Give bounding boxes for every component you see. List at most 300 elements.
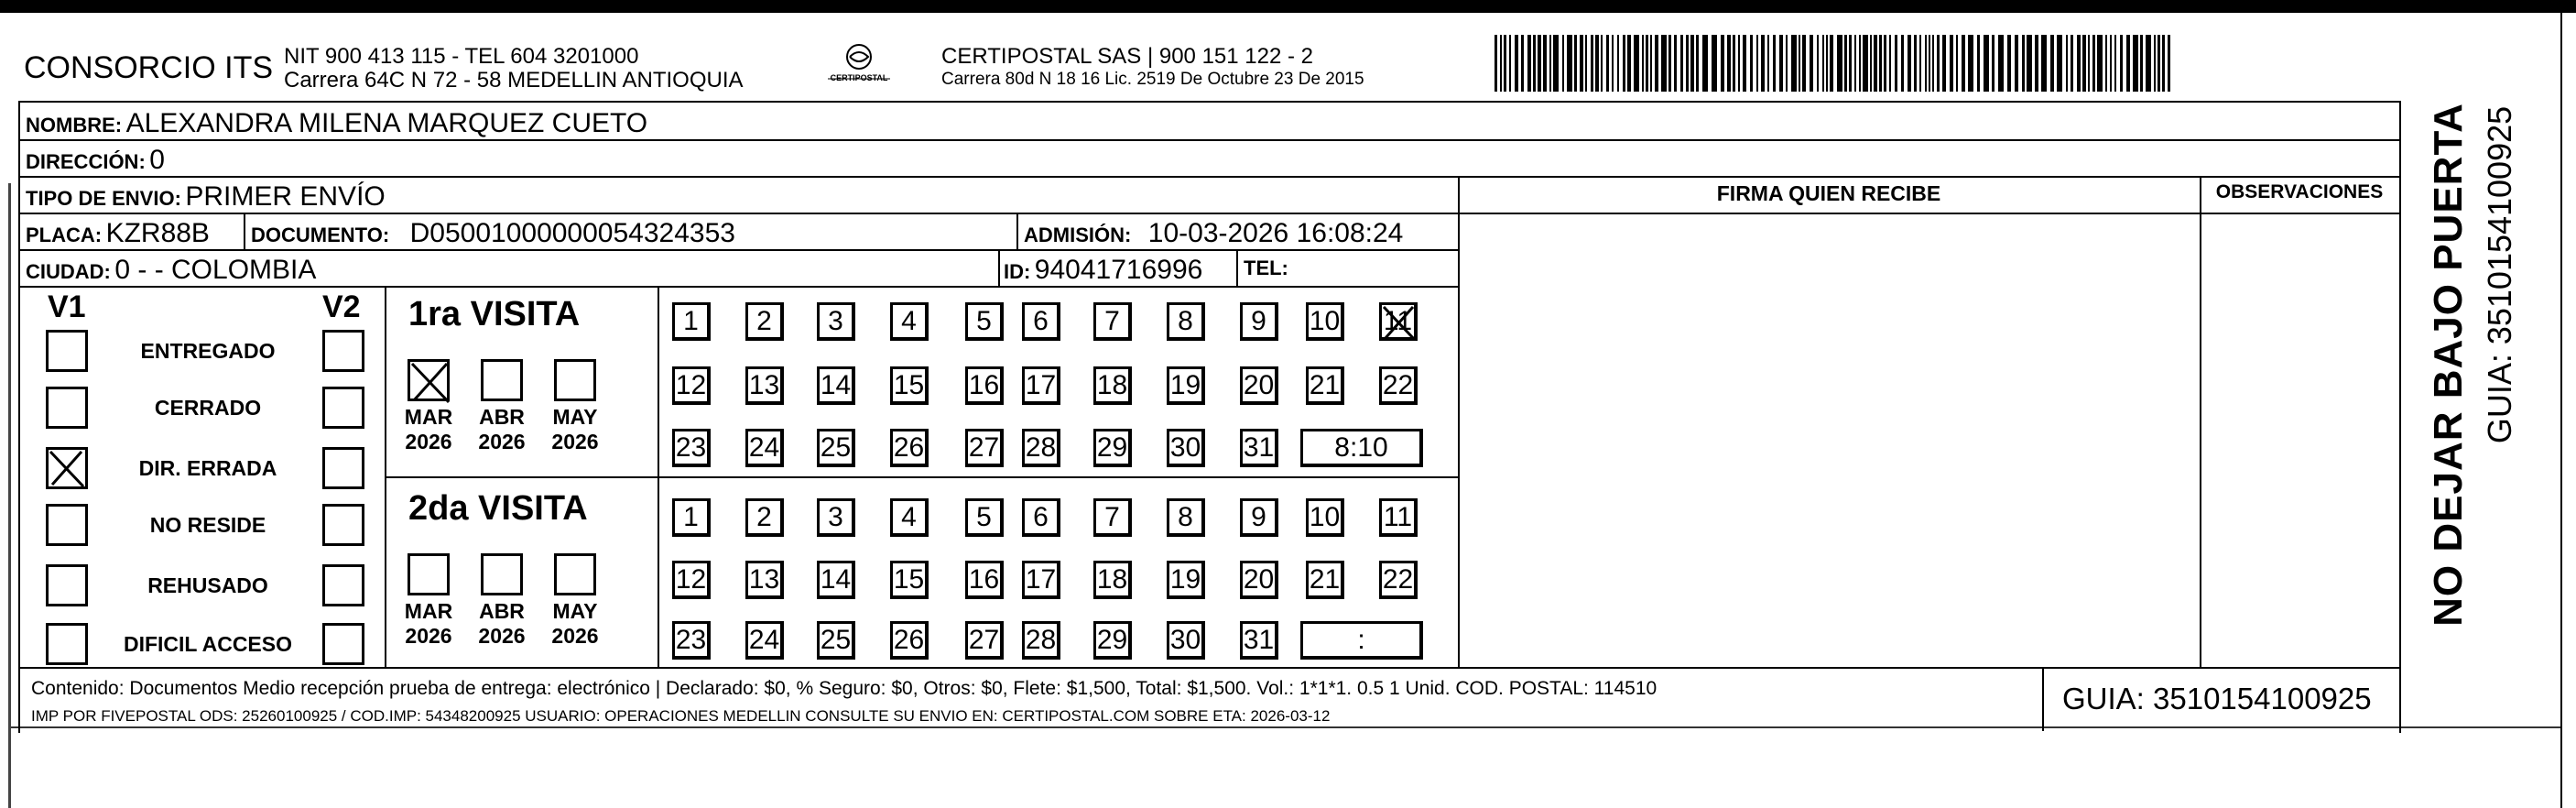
barcode-bar <box>1791 35 1797 92</box>
day-box[interactable] <box>1306 561 1344 599</box>
barcode-bar <box>1642 35 1644 92</box>
barcode-bar <box>1874 35 1877 92</box>
month-checkbox[interactable] <box>408 359 450 401</box>
month-name: MAY <box>552 405 598 429</box>
month-checkbox[interactable] <box>481 553 523 595</box>
barcode-bar <box>1617 35 1619 92</box>
day-box[interactable] <box>672 366 711 405</box>
placa-value: KZR88B <box>105 218 210 248</box>
direccion-value: 0 <box>149 145 165 175</box>
checklist-label: DIFICIL ACCESO <box>123 632 292 656</box>
month-year: 2026 <box>551 624 599 648</box>
day-box[interactable] <box>817 561 855 599</box>
day-box[interactable] <box>672 621 711 660</box>
day-box[interactable] <box>1022 366 1060 405</box>
barcode-bar <box>2022 35 2025 92</box>
day-box[interactable] <box>1093 498 1132 537</box>
day-number: 24 <box>748 432 780 463</box>
id-cell <box>1004 255 1202 286</box>
barcode-bar <box>1786 35 1788 92</box>
day-number: 15 <box>893 370 925 400</box>
barcode-bar <box>1914 35 1917 92</box>
barcode-bar <box>1956 35 1958 92</box>
barcode-bar <box>1810 35 1813 92</box>
day-box[interactable] <box>745 302 784 341</box>
barcode <box>1495 35 2178 95</box>
day-number: 30 <box>1169 432 1201 463</box>
day-box[interactable] <box>1093 366 1132 405</box>
barcode-bar <box>1527 35 1531 92</box>
day-box[interactable] <box>745 366 784 405</box>
barcode-bar <box>1779 35 1783 92</box>
v2-checkbox[interactable] <box>322 623 364 665</box>
barcode-bar <box>1901 35 1904 92</box>
barcode-bar <box>1533 35 1536 92</box>
day-number: 29 <box>1096 432 1128 463</box>
day-box[interactable] <box>1022 498 1060 537</box>
day-number: 10 <box>1309 306 1341 336</box>
barcode-bar <box>1655 35 1658 92</box>
day-number: 4 <box>901 306 917 336</box>
barcode-bar <box>2066 35 2068 92</box>
day-box[interactable] <box>672 498 711 537</box>
tipo-label: TIPO DE ENVIO: <box>26 187 181 210</box>
day-box[interactable] <box>890 561 929 599</box>
documento-value: D05001000000054324353 <box>409 218 735 248</box>
checklist-label: REHUSADO <box>147 573 268 597</box>
day-number: 21 <box>1309 370 1341 400</box>
day-box[interactable] <box>1167 429 1205 467</box>
barcode-bar <box>1984 35 1989 92</box>
barcode-bar <box>1727 35 1731 92</box>
barcode-bar <box>1702 35 1708 92</box>
day-number: 18 <box>1096 564 1128 595</box>
tel-label: TEL: <box>1244 257 1288 279</box>
checklist-label: CERRADO <box>154 396 262 420</box>
barcode-bar <box>1504 35 1506 92</box>
footer-guia: GUIA: 3510154100925 <box>2062 682 2372 715</box>
barcode-bar <box>1686 35 1689 92</box>
day-box[interactable] <box>965 621 1004 660</box>
v1-checkbox[interactable] <box>46 330 88 372</box>
observaciones-header: OBSERVACIONES <box>2215 181 2384 202</box>
barcode-bar <box>1830 35 1833 92</box>
barcode-bar <box>1925 35 1927 92</box>
col-line <box>1016 213 1018 249</box>
row-line <box>18 286 1458 288</box>
v2-checkbox[interactable] <box>322 447 364 489</box>
nombre-row <box>26 108 647 139</box>
barcode-bar <box>1932 35 1934 92</box>
day-box[interactable] <box>1167 561 1205 599</box>
v1-checkbox[interactable] <box>46 447 88 489</box>
day-number: 28 <box>1025 432 1057 463</box>
day-box[interactable] <box>672 429 711 467</box>
month-label <box>474 405 529 454</box>
certipostal-address: Carrera 80d N 18 16 Lic. 2519 De Octubre 23 De 2015 <box>941 70 1364 89</box>
checklist-label: ENTREGADO <box>140 339 276 363</box>
v1-label: V1 <box>48 289 86 324</box>
barcode-bar <box>1968 35 1973 92</box>
company-address: Carrera 64C N 72 - 58 MEDELLIN ANTIOQUIA <box>284 68 744 93</box>
tipo-row <box>26 181 386 213</box>
day-number: 23 <box>675 625 707 655</box>
ciudad-cell <box>26 255 316 286</box>
day-number: 1 <box>683 306 699 336</box>
day-box[interactable] <box>890 302 929 341</box>
barcode-bar <box>1612 35 1614 92</box>
day-number: 5 <box>976 306 992 336</box>
v2-label: V2 <box>322 289 361 324</box>
barcode-bar <box>1495 35 1497 92</box>
tel-cell <box>1244 257 1288 280</box>
day-number: 7 <box>1104 502 1120 532</box>
barcode-bar <box>1908 35 1911 92</box>
barcode-bar <box>1549 35 1551 92</box>
day-box[interactable] <box>1022 302 1060 341</box>
day-number: 27 <box>968 625 1000 655</box>
day-number: 16 <box>968 370 1000 400</box>
day-box[interactable] <box>817 302 855 341</box>
day-box[interactable] <box>817 429 855 467</box>
day-box[interactable] <box>672 302 711 341</box>
day-box[interactable] <box>1379 498 1418 537</box>
day-box[interactable] <box>965 302 1004 341</box>
col-line <box>18 101 20 733</box>
barcode-bar <box>2027 35 2032 92</box>
barcode-bar <box>1585 35 1587 92</box>
day-number: 8 <box>1178 306 1193 336</box>
barcode-bar <box>2097 35 2103 92</box>
day-number: 14 <box>820 564 852 595</box>
day-number: 20 <box>1243 370 1275 400</box>
day-number: 10 <box>1309 502 1341 532</box>
barcode-bar <box>2082 35 2086 92</box>
barcode-bar <box>2158 35 2160 92</box>
day-number: 3 <box>828 502 843 532</box>
col-line <box>998 249 1000 286</box>
side-guia: GUIA: 3510154100925 <box>2481 105 2518 444</box>
time-box[interactable] <box>1300 621 1423 660</box>
tipo-value: PRIMER ENVÍO <box>185 181 386 212</box>
barcode-bar <box>1837 35 1842 92</box>
no-dejar-bajo-puerta: NO DEJAR BAJO PUERTA <box>2426 103 2471 627</box>
day-box[interactable] <box>1240 429 1278 467</box>
day-box[interactable] <box>745 429 784 467</box>
barcode-bar <box>1567 35 1572 92</box>
barcode-bar <box>1998 35 2004 92</box>
day-number: 9 <box>1251 502 1266 532</box>
barcode-bar <box>1962 35 1965 92</box>
day-box[interactable] <box>1022 621 1060 660</box>
table-top-line <box>18 101 2399 103</box>
col-line <box>2200 176 2201 667</box>
day-number: 31 <box>1243 625 1275 655</box>
day-box[interactable] <box>1167 366 1205 405</box>
v1-checkbox[interactable] <box>46 564 88 606</box>
day-box[interactable] <box>1306 302 1344 341</box>
month-checkbox[interactable] <box>554 553 596 595</box>
barcode-bar <box>1646 35 1648 92</box>
right-edge-line <box>2560 0 2562 808</box>
barcode-bar <box>1634 35 1639 92</box>
barcode-bar <box>1721 35 1724 92</box>
day-number: 14 <box>820 370 852 400</box>
day-number: 6 <box>1033 306 1049 336</box>
month-name: ABR <box>479 405 525 429</box>
barcode-bar <box>1580 35 1583 92</box>
barcode-bar <box>1661 35 1667 92</box>
day-box[interactable] <box>890 498 929 537</box>
barcode-bar <box>2088 35 2090 92</box>
barcode-bar <box>1733 35 1735 92</box>
day-box[interactable] <box>1240 621 1278 660</box>
day-number: 4 <box>901 502 917 532</box>
month-checkbox[interactable] <box>554 359 596 401</box>
col-line <box>2399 101 2401 733</box>
day-box[interactable] <box>1167 621 1205 660</box>
barcode-bar <box>1950 35 1953 92</box>
barcode-bar <box>1767 35 1769 92</box>
barcode-bar <box>1863 35 1868 92</box>
day-number: 11 <box>1383 502 1413 532</box>
day-box[interactable] <box>1379 561 1418 599</box>
footer-imp: IMP POR FIVEPOSTAL ODS: 25260100925 / COD.IMP: 54348200925 USUARIO: OPERACIONES MEDELLIN CONSULTE SU ENVIO EN: CERTIPOSTAL.COM SOBRE ETA: 2026-03-12 <box>31 707 1331 725</box>
col-line <box>1458 176 1460 667</box>
x-mark-icon <box>1380 303 1420 344</box>
col-line <box>244 213 245 249</box>
certipostal-logo-icon <box>822 40 896 92</box>
time-value: : <box>1357 625 1365 655</box>
day-box[interactable] <box>1093 429 1132 467</box>
day-number: 8 <box>1178 502 1193 532</box>
day-number: 17 <box>1025 370 1057 400</box>
barcode-bar <box>1509 35 1511 92</box>
day-box[interactable] <box>1240 302 1278 341</box>
company-name: CONSORCIO ITS <box>24 50 274 85</box>
barcode-bar <box>1919 35 1921 92</box>
visit2-title: 2da VISITA <box>408 489 588 528</box>
day-box[interactable] <box>1379 366 1418 405</box>
day-box[interactable] <box>890 366 929 405</box>
v2-checkbox[interactable] <box>322 564 364 606</box>
admision-cell <box>1024 218 1403 249</box>
day-box[interactable] <box>1240 561 1278 599</box>
v1-checkbox[interactable] <box>46 623 88 665</box>
nombre-label: NOMBRE: <box>26 114 123 136</box>
v2-checkbox[interactable] <box>322 330 364 372</box>
day-box[interactable] <box>890 621 929 660</box>
barcode-bar <box>2071 35 2073 92</box>
day-box[interactable] <box>1022 429 1060 467</box>
day-box[interactable] <box>890 429 929 467</box>
day-number: 7 <box>1104 306 1120 336</box>
id-value: 94041716996 <box>1034 255 1203 285</box>
day-number: 15 <box>893 564 925 595</box>
barcode-bar <box>2162 35 2165 92</box>
barcode-bar <box>2168 35 2170 92</box>
day-box[interactable] <box>1022 561 1060 599</box>
barcode-bar <box>1802 35 1806 92</box>
day-number: 9 <box>1251 306 1266 336</box>
barcode-bar <box>1942 35 1946 92</box>
barcode-bar <box>1553 35 1559 92</box>
top-border-bar <box>0 0 2576 13</box>
row-line <box>18 176 2399 178</box>
barcode-bar <box>1859 35 1861 92</box>
day-box[interactable] <box>1167 302 1205 341</box>
month-year: 2026 <box>405 624 452 648</box>
barcode-bar <box>2140 35 2143 92</box>
day-box[interactable] <box>1093 621 1132 660</box>
barcode-bar <box>2077 35 2081 92</box>
row-line <box>18 213 2399 214</box>
day-box[interactable] <box>1093 302 1132 341</box>
time-box[interactable] <box>1300 429 1423 467</box>
barcode-bar <box>1992 35 1994 92</box>
day-box[interactable] <box>672 561 711 599</box>
barcode-bar <box>2110 35 2112 92</box>
day-box[interactable] <box>1240 498 1278 537</box>
barcode-bar <box>1799 35 1800 92</box>
day-box[interactable] <box>745 498 784 537</box>
day-box[interactable] <box>1306 366 1344 405</box>
v2-checkbox[interactable] <box>322 387 364 429</box>
day-number: 22 <box>1382 564 1414 595</box>
row-line <box>18 139 2399 141</box>
certipostal-line: CERTIPOSTAL SAS | 900 151 122 - 2 <box>941 44 1313 69</box>
month-year: 2026 <box>551 430 599 453</box>
barcode-bar <box>1574 35 1577 92</box>
day-box[interactable] <box>965 498 1004 537</box>
barcode-bar <box>1690 35 1694 92</box>
footer-contenido: Contenido: Documentos Medio recepción prueba de entrega: electrónico | Declarado: $0, % Seguro: $0, Otros: $0, Flete: $1,500, Total: $1,500. Vol.: 1*1*1. 0.5 1 Unid. COD. POSTAL: 114510 <box>31 678 1658 699</box>
barcode-bar <box>1674 35 1677 92</box>
barcode-bar <box>1884 35 1886 92</box>
month-checkbox[interactable] <box>408 553 450 595</box>
barcode-bar <box>1538 35 1541 92</box>
day-number: 30 <box>1169 625 1201 655</box>
documento-cell <box>251 218 735 249</box>
barcode-bar <box>1822 35 1824 92</box>
row-line <box>18 249 1458 251</box>
day-box[interactable] <box>1379 302 1418 341</box>
barcode-bar <box>1849 35 1852 92</box>
day-number: 12 <box>675 564 707 595</box>
month-year: 2026 <box>405 430 452 453</box>
barcode-bar <box>1750 35 1753 92</box>
day-number: 26 <box>893 625 925 655</box>
v1-checkbox[interactable] <box>46 387 88 429</box>
day-box[interactable] <box>965 366 1004 405</box>
firma-header: FIRMA QUIEN RECIBE <box>1716 181 1941 205</box>
day-number: 21 <box>1309 564 1341 595</box>
day-number: 25 <box>820 432 852 463</box>
day-number: 17 <box>1025 564 1057 595</box>
checklist-label: DIR. ERRADA <box>138 456 277 480</box>
ciudad-label: CIUDAD: <box>26 260 111 283</box>
day-box[interactable] <box>965 429 1004 467</box>
time-value: 8:10 <box>1334 432 1388 463</box>
day-number: 13 <box>748 370 780 400</box>
bottom-edge-line <box>11 726 2560 728</box>
v2-checkbox[interactable] <box>322 504 364 546</box>
barcode-bar <box>1743 35 1746 92</box>
day-number: 24 <box>748 625 780 655</box>
day-box[interactable] <box>817 621 855 660</box>
month-year: 2026 <box>478 430 526 453</box>
day-box[interactable] <box>965 561 1004 599</box>
month-checkbox[interactable] <box>481 359 523 401</box>
barcode-bar <box>1870 35 1872 92</box>
day-box[interactable] <box>745 621 784 660</box>
barcode-bar <box>2041 35 2047 92</box>
day-number: 2 <box>756 306 772 336</box>
month-name: ABR <box>479 599 525 623</box>
day-box[interactable] <box>1093 561 1132 599</box>
barcode-bar <box>1543 35 1547 92</box>
day-number: 18 <box>1096 370 1128 400</box>
barcode-bar <box>2105 35 2107 92</box>
direccion-label: DIRECCIÓN: <box>26 150 146 173</box>
barcode-bar <box>2007 35 2011 92</box>
placa-cell <box>26 218 210 249</box>
barcode-bar <box>1696 35 1699 92</box>
barcode-bar <box>1712 35 1717 92</box>
barcode-bar <box>2133 35 2138 92</box>
barcode-bar <box>2126 35 2130 92</box>
day-box[interactable] <box>817 498 855 537</box>
checklist-label: NO RESIDE <box>149 513 266 537</box>
month-year: 2026 <box>478 624 526 648</box>
barcode-bar <box>1623 35 1625 92</box>
barcode-bar <box>1680 35 1683 92</box>
v1-checkbox[interactable] <box>46 504 88 546</box>
certipostal-logo <box>822 40 896 92</box>
day-box[interactable] <box>1167 498 1205 537</box>
day-number: 27 <box>968 432 1000 463</box>
day-number: 1 <box>683 502 699 532</box>
left-edge-line <box>8 183 11 808</box>
day-number: 2 <box>756 502 772 532</box>
day-box[interactable] <box>817 366 855 405</box>
day-number: 28 <box>1025 625 1057 655</box>
day-number: 3 <box>828 306 843 336</box>
month-label <box>474 599 529 649</box>
barcode-bar <box>1895 35 1897 92</box>
month-name: MAY <box>552 599 598 623</box>
barcode-bar <box>1595 35 1599 92</box>
barcode-bar <box>2015 35 2018 92</box>
day-number: 23 <box>675 432 707 463</box>
documento-label: DOCUMENTO: <box>251 224 390 246</box>
barcode-bar <box>1650 35 1652 92</box>
barcode-bar <box>1668 35 1671 92</box>
day-box[interactable] <box>1240 366 1278 405</box>
day-number: 31 <box>1243 432 1275 463</box>
barcode-bar <box>2120 35 2123 92</box>
barcode-bar <box>2154 35 2156 92</box>
barcode-bar <box>1601 35 1603 92</box>
day-number: 6 <box>1033 502 1049 532</box>
day-box[interactable] <box>1306 498 1344 537</box>
day-number: 20 <box>1243 564 1275 595</box>
day-number: 12 <box>675 370 707 400</box>
barcode-bar <box>1929 35 1930 92</box>
day-number: 5 <box>976 502 992 532</box>
day-box[interactable] <box>745 561 784 599</box>
nit-line: NIT 900 413 115 - TEL 604 3201000 <box>284 44 639 69</box>
